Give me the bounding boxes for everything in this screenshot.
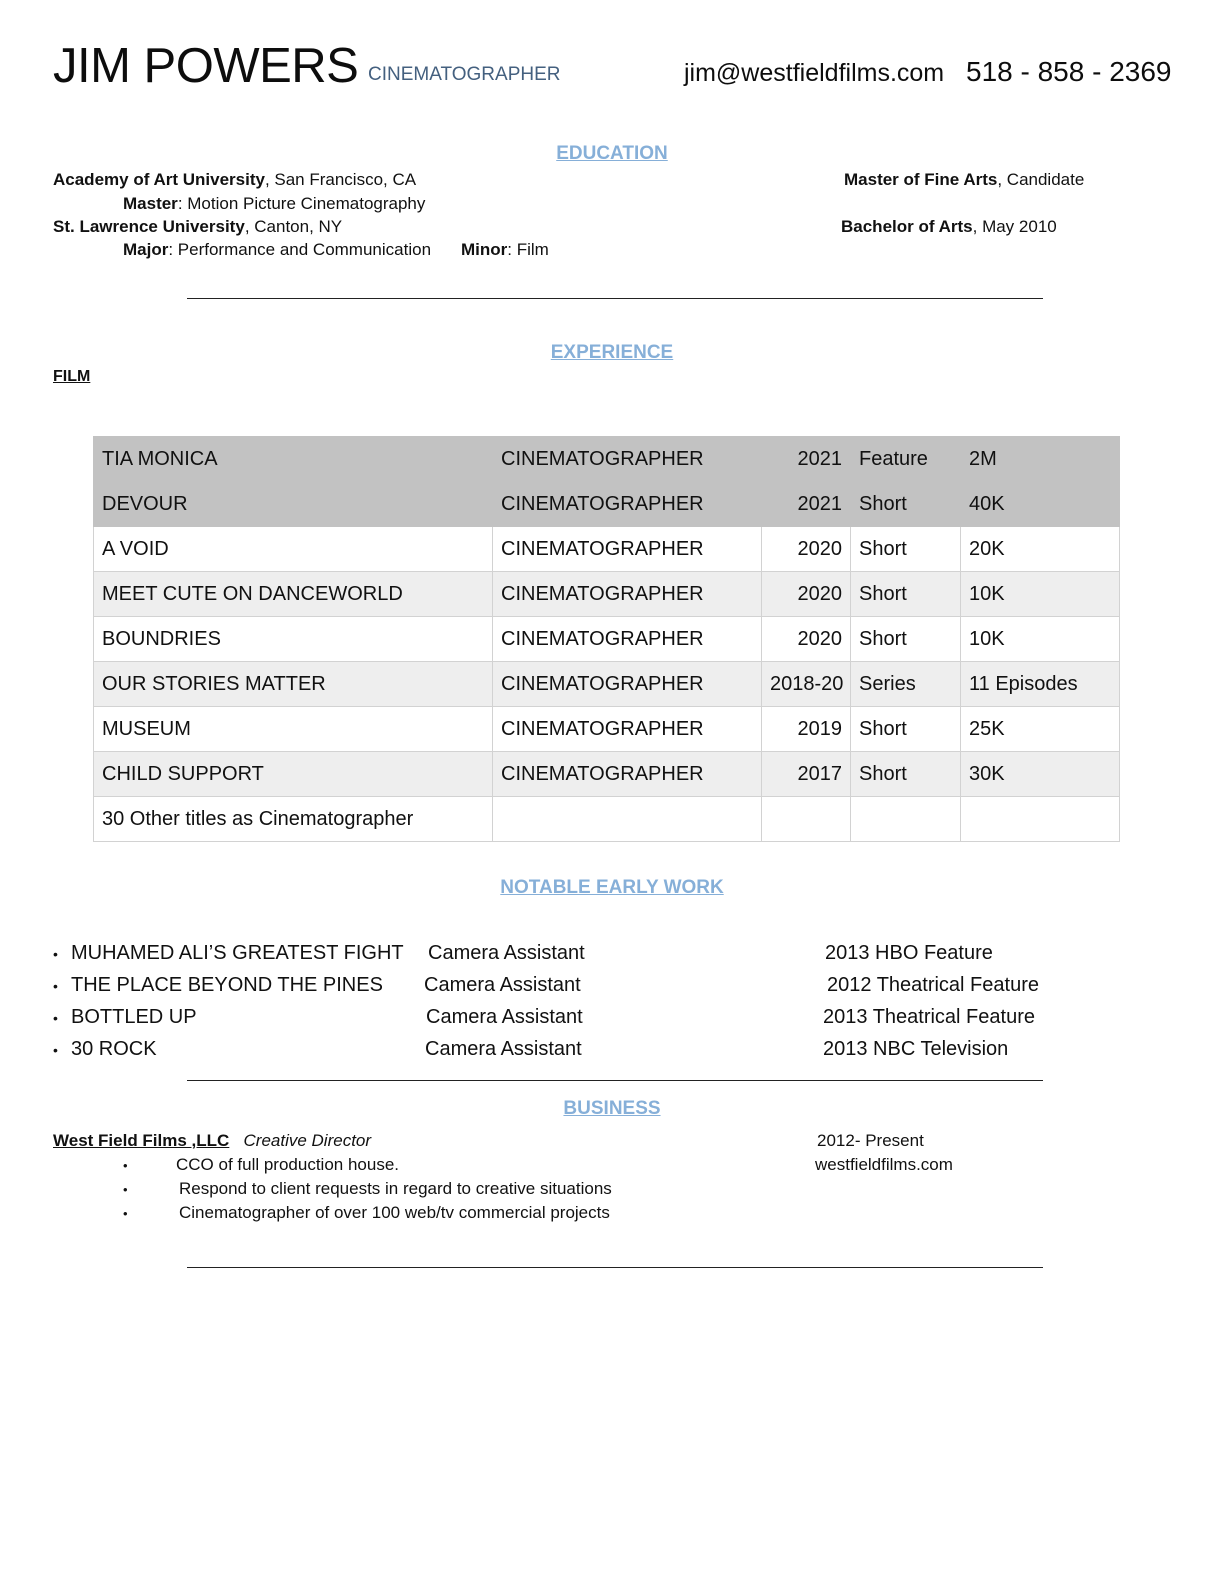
bullet-icon: • [53, 978, 58, 994]
early-work-detail: 2013 HBO Feature [825, 942, 993, 964]
table-row [94, 617, 1120, 662]
early-work-title: MUHAMED ALI’S GREATEST FIGHT [71, 942, 404, 964]
film-format: Short [851, 752, 961, 797]
film-title: TIA MONICA [94, 437, 493, 482]
film-budget: 40K [961, 482, 1120, 527]
film-role: CINEMATOGRAPHER [493, 482, 762, 527]
film-role: CINEMATOGRAPHER [493, 437, 762, 482]
bullet-icon: • [123, 1182, 128, 1197]
early-work-detail: 2013 Theatrical Feature [823, 1006, 1035, 1028]
divider-2 [187, 1080, 1043, 1081]
bullet-icon: • [123, 1206, 128, 1221]
film-year: 2020 [762, 572, 851, 617]
divider-1 [187, 298, 1043, 299]
film-format [851, 797, 961, 842]
school-2-line [53, 217, 342, 237]
table-row [94, 482, 1120, 527]
film-title: 30 Other titles as Cinematographer [94, 797, 493, 842]
film-budget: 30K [961, 752, 1120, 797]
school-2-major-label: Major [123, 240, 169, 259]
film-budget: 20K [961, 527, 1120, 572]
film-subheading: FILM [53, 368, 91, 385]
divider-3 [187, 1267, 1043, 1268]
film-title: CHILD SUPPORT [94, 752, 493, 797]
film-budget: 2M [961, 437, 1120, 482]
business-website: westfieldfilms.com [815, 1155, 953, 1174]
business-bullet: Cinematographer of over 100 web/tv commercial projects [179, 1203, 610, 1222]
early-work-title: THE PLACE BEYOND THE PINES [71, 974, 383, 996]
table-row [94, 527, 1120, 572]
film-format: Short [851, 707, 961, 752]
table-row [94, 437, 1120, 482]
education-heading: EDUCATION [556, 143, 668, 164]
film-role: CINEMATOGRAPHER [493, 617, 762, 662]
film-format: Series [851, 662, 961, 707]
school-2-minor-line [461, 240, 549, 260]
table-row [94, 707, 1120, 752]
phone-number: 518 - 858 - 2369 [966, 56, 1172, 87]
early-work-detail: 2012 Theatrical Feature [827, 974, 1039, 996]
school-2-minor-label: Minor [461, 240, 508, 259]
business-bullet: Respond to client requests in regard to creative situations [179, 1179, 612, 1198]
school-1-degree-line [844, 170, 1084, 190]
film-title: MEET CUTE ON DANCEWORLD [94, 572, 493, 617]
experience-heading: EXPERIENCE [550, 342, 674, 363]
school-1-location: , San Francisco, CA [264, 170, 417, 189]
film-role [493, 797, 762, 842]
film-year: 2020 [762, 527, 851, 572]
film-budget [961, 797, 1120, 842]
school-1-line [53, 170, 416, 190]
bullet-icon: • [53, 946, 58, 962]
early-work-detail: 2013 NBC Television [823, 1038, 1009, 1060]
film-title: DEVOUR [94, 482, 493, 527]
film-year: 2020 [762, 617, 851, 662]
film-year: 2019 [762, 707, 851, 752]
film-year: 2021 [762, 437, 851, 482]
early-work-heading: NOTABLE EARLY WORK [500, 877, 724, 898]
film-budget: 25K [961, 707, 1120, 752]
school-1-degree-note: , Candidate [997, 170, 1085, 189]
school-1-detail-value: : Motion Picture Cinematography [177, 194, 426, 213]
company-name: West Field Films ,LLC [53, 1131, 230, 1150]
film-budget: 11 Episodes [961, 662, 1120, 707]
school-2-minor-value: : Film [507, 240, 549, 259]
school-2-degree: Bachelor of Arts [841, 217, 973, 236]
film-title: BOUNDRIES [94, 617, 493, 662]
bullet-icon: • [53, 1010, 58, 1026]
film-budget: 10K [961, 617, 1120, 662]
film-title: OUR STORIES MATTER [94, 662, 493, 707]
school-2-major-line [123, 240, 431, 260]
film-year: 2018-20 [762, 662, 851, 707]
early-work-role: Camera Assistant [425, 1038, 582, 1060]
film-role: CINEMATOGRAPHER [493, 752, 762, 797]
film-year: 2021 [762, 482, 851, 527]
business-dates: 2012- Present [817, 1131, 924, 1150]
bullet-icon: • [53, 1042, 58, 1058]
film-budget: 10K [961, 572, 1120, 617]
film-title: MUSEUM [94, 707, 493, 752]
applicant-name: JIM POWERS [53, 39, 359, 93]
school-1-detail-label: Master [123, 194, 178, 213]
film-year [762, 797, 851, 842]
table-row [94, 662, 1120, 707]
school-2-degree-note: , May 2010 [972, 217, 1057, 236]
business-company-line [53, 1131, 371, 1151]
early-work-role: Camera Assistant [424, 974, 581, 996]
job-title: CINEMATOGRAPHER [368, 64, 561, 85]
table-row [94, 752, 1120, 797]
table-row [94, 797, 1120, 842]
early-work-title: 30 ROCK [71, 1038, 157, 1060]
film-year: 2017 [762, 752, 851, 797]
film-role: CINEMATOGRAPHER [493, 572, 762, 617]
film-role: CINEMATOGRAPHER [493, 527, 762, 572]
film-title: A VOID [94, 527, 493, 572]
film-format: Feature [851, 437, 961, 482]
school-1-name: Academy of Art University [53, 170, 265, 189]
table-row [94, 572, 1120, 617]
school-2-name: St. Lawrence University [53, 217, 245, 236]
film-format: Short [851, 482, 961, 527]
school-2-major-value: : Performance and Communication [168, 240, 432, 259]
early-work-role: Camera Assistant [428, 942, 585, 964]
school-2-location: , Canton, NY [244, 217, 343, 236]
school-2-degree-line [841, 217, 1057, 237]
company-role: Creative Director [243, 1131, 372, 1150]
business-heading: BUSINESS [563, 1098, 661, 1119]
school-1-detail-line [123, 194, 425, 214]
school-1-degree: Master of Fine Arts [844, 170, 998, 189]
film-role: CINEMATOGRAPHER [493, 707, 762, 752]
early-work-role: Camera Assistant [426, 1006, 583, 1028]
film-role: CINEMATOGRAPHER [493, 662, 762, 707]
film-format: Short [851, 527, 961, 572]
early-work-title: BOTTLED UP [71, 1006, 197, 1028]
bullet-icon: • [123, 1158, 128, 1173]
film-credits-table [93, 436, 1120, 842]
film-format: Short [851, 617, 961, 662]
email-address: jim@westfieldfilms.com [684, 59, 945, 87]
business-bullet: CCO of full production house. [176, 1155, 400, 1174]
film-format: Short [851, 572, 961, 617]
